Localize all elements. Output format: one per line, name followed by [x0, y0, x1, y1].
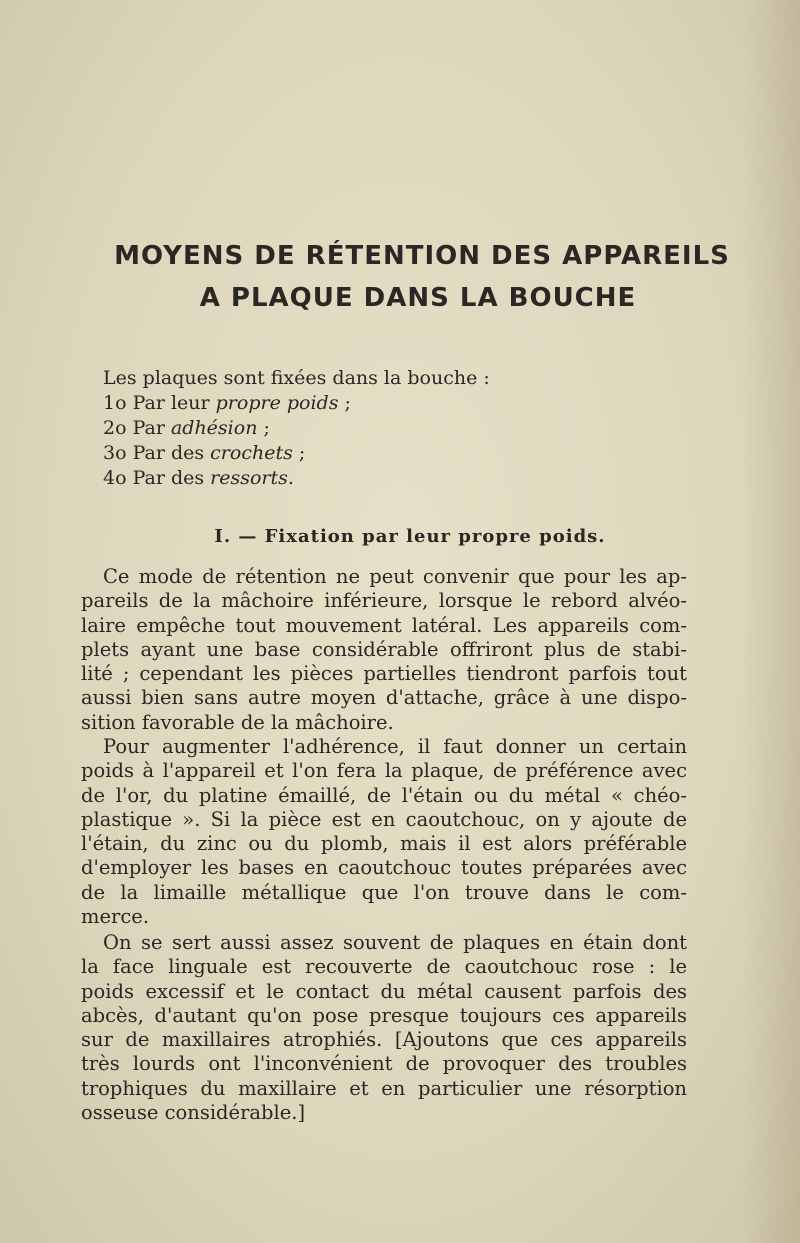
- text-line: aussi bien sans autre moyen d'attache, grâce à une dispo-: [81, 686, 687, 710]
- list-item-prefix: 1o Par leur: [103, 392, 216, 414]
- paragraph-1: [81, 565, 687, 735]
- section-heading: I. — Fixation par leur propre poids.: [214, 526, 606, 547]
- list-item: [103, 466, 490, 491]
- list-item-suffix: ;: [292, 442, 306, 464]
- text-line: pareils de la mâchoire inférieure, lorsque le rebord alvéo-: [81, 589, 687, 613]
- list-item-suffix: ;: [338, 392, 351, 414]
- text-line: merce.: [81, 905, 150, 929]
- text-line: laire empêche tout mouvement latéral. Les appareils com-: [81, 613, 687, 637]
- text-line: très lourds ont l'inconvénient de provoquer des troubles: [81, 1052, 687, 1076]
- text-line: abcès, d'autant qu'on pose presque toujours ces appareils: [81, 1003, 687, 1027]
- text-line: plets ayant une base considérable offriront plus de stabi-: [81, 637, 687, 661]
- text-line: poids à l'appareil et l'on fera la plaque, de préférence avec: [81, 759, 687, 783]
- list-item-emphasis: crochets: [210, 442, 293, 464]
- text-line: On se sert aussi assez souvent de plaques en étain dont: [103, 931, 687, 954]
- text-line: de l'or, du platine émaillé, de l'étain ou du métal « chéo-: [81, 783, 687, 807]
- list-item: [103, 416, 490, 441]
- list-intro: Les plaques sont fixées dans la bouche :: [103, 367, 490, 389]
- list-item-emphasis: ressorts: [210, 467, 288, 489]
- text-line: sition favorable de la mâchoire.: [81, 710, 394, 734]
- text-line: la face linguale est recouverte de caoutchouc rose : le: [81, 955, 687, 979]
- list-item-emphasis: adhésion: [170, 417, 258, 439]
- chapter-title-line-2: A PLAQUE DANS LA BOUCHE: [199, 283, 637, 313]
- list-item: [103, 441, 490, 466]
- text-line: Ce mode de rétention ne peut convenir que pour les ap-: [103, 565, 687, 588]
- text-line: d'employer les bases en caoutchouc toutes préparées avec: [81, 856, 687, 880]
- text-line: osseuse considérable.]: [81, 1101, 306, 1125]
- text-line: de la limaille métallique que l'on trouve dans le com-: [81, 880, 687, 904]
- list-item-prefix: 4o Par des: [103, 467, 211, 489]
- text-line: lité ; cependant les pièces partielles tiendront parfois tout: [81, 662, 687, 686]
- text-line: poids excessif et le contact du métal causent parfois des: [81, 979, 687, 1003]
- list-item-emphasis: propre poids: [215, 392, 339, 414]
- list-item-suffix: ;: [257, 417, 270, 439]
- text-line: l'étain, du zinc ou du plomb, mais il est alors préférable: [81, 832, 687, 856]
- text-line: trophiques du maxillaire et en particulier une résorption: [81, 1076, 687, 1100]
- list-item-prefix: 2o Par: [103, 417, 171, 439]
- retention-methods-list: [103, 366, 490, 491]
- text-line: sur de maxillaires atrophiés. [Ajoutons que ces appareils: [81, 1028, 687, 1052]
- list-item: [103, 391, 490, 416]
- text-line: plastique ». Si la pièce est en caoutchouc, on y ajoute de: [81, 807, 687, 831]
- list-item-prefix: 3o Par des: [103, 442, 211, 464]
- chapter-title-line-1: MOYENS DE RÉTENTION DES APPAREILS: [114, 241, 730, 271]
- paragraph-3: [81, 931, 687, 1125]
- page-edge-shadow: [740, 0, 800, 1243]
- paragraph-2: [81, 735, 687, 929]
- text-line: Pour augmenter l'adhérence, il faut donner un certain: [103, 735, 687, 758]
- list-item-suffix: .: [287, 467, 294, 489]
